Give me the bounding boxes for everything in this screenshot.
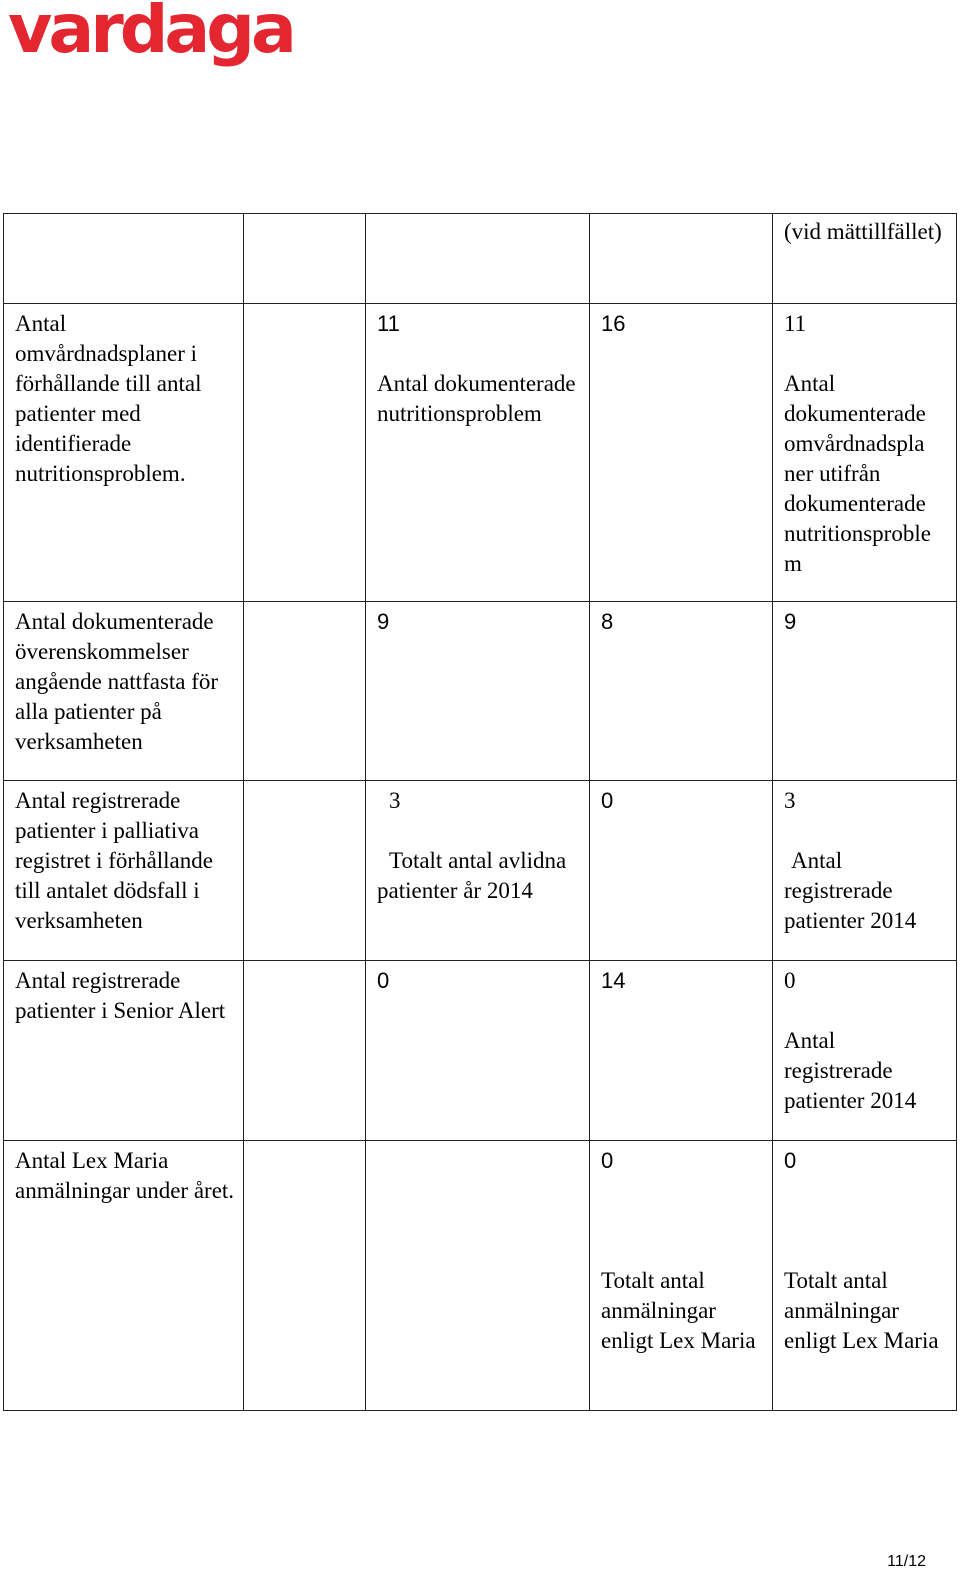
value-cell xyxy=(590,961,773,1141)
row-label-cell xyxy=(4,602,244,781)
value-cell xyxy=(366,1141,590,1411)
row-note: Totalt antal anmälningar enligt Lex Maria xyxy=(601,1268,756,1353)
row-value: 0 xyxy=(784,1148,797,1173)
value-cell xyxy=(773,1141,957,1411)
row-note: Antal registrerade patienter 2014 xyxy=(784,848,917,933)
row-label: Antal registrerade patienter i palliativa registret i förhållande till antalet dödsfall i verksamheten xyxy=(15,788,213,933)
row-value: 8 xyxy=(601,609,614,634)
header-note: (vid mättillfället) xyxy=(784,219,942,244)
empty-cell xyxy=(244,961,366,1141)
value-cell xyxy=(366,304,590,602)
row-note: Totalt antal avlidna patienter år 2014 xyxy=(377,848,567,903)
quality-indicators-table xyxy=(3,213,957,1411)
logo-wordmark: vardaga xyxy=(8,2,293,69)
empty-cell xyxy=(244,1141,366,1411)
row-note: Antal dokumenterade omvårdnadspla ner utifrån dokumenterade nutritionsproble m xyxy=(784,371,931,576)
value-cell xyxy=(590,1141,773,1411)
row-label: Antal Lex Maria anmälningar under året. xyxy=(15,1148,235,1203)
row-label-cell xyxy=(4,1141,244,1411)
empty-cell xyxy=(244,602,366,781)
page-number: 11/12 xyxy=(887,1553,926,1570)
row-value: 0 xyxy=(784,968,796,993)
table-row xyxy=(4,781,957,961)
row-label: Antal registrerade patienter i Senior Alert xyxy=(15,968,226,1023)
table-row xyxy=(4,304,957,602)
row-value: 0 xyxy=(601,1148,614,1173)
vardaga-logo xyxy=(8,2,304,82)
row-value: 11 xyxy=(784,311,807,336)
row-value: 0 xyxy=(601,788,614,813)
row-label: Antal dokumenterade överenskommelser angående nattfasta för alla patienter på verksamheten xyxy=(15,609,219,754)
row-value: 14 xyxy=(601,968,626,993)
row-value: 9 xyxy=(784,609,797,634)
row-note: Totalt antal anmälningar enligt Lex Maria xyxy=(784,1268,939,1353)
value-cell xyxy=(590,781,773,961)
value-cell xyxy=(366,781,590,961)
table-header-row xyxy=(4,214,957,304)
table-row xyxy=(4,1141,957,1411)
row-label: Antal omvårdnadsplaner i förhållande till antal patienter med identifierade nutritionsproblem. xyxy=(15,311,202,486)
row-value: 11 xyxy=(377,311,400,336)
empty-cell xyxy=(244,304,366,602)
value-cell xyxy=(590,602,773,781)
row-value: 3 xyxy=(784,788,796,813)
value-cell xyxy=(773,781,957,961)
table-row xyxy=(4,602,957,781)
row-label-cell xyxy=(4,961,244,1141)
value-cell xyxy=(773,304,957,602)
vardaga-logo-mark xyxy=(8,2,304,82)
value-cell xyxy=(590,304,773,602)
row-note: Antal dokumenterade nutritionsproblem xyxy=(377,371,576,426)
header-cell-1 xyxy=(4,214,244,304)
value-cell xyxy=(366,602,590,781)
empty-cell xyxy=(244,781,366,961)
header-cell-3 xyxy=(366,214,590,304)
row-value: 0 xyxy=(377,968,390,993)
value-cell xyxy=(773,961,957,1141)
row-label-cell xyxy=(4,304,244,602)
header-cell-2 xyxy=(244,214,366,304)
row-value: 9 xyxy=(377,609,390,634)
header-cell-5 xyxy=(773,214,957,304)
table-row xyxy=(4,961,957,1141)
row-note: Antal registrerade patienter 2014 xyxy=(784,1028,917,1113)
value-cell xyxy=(366,961,590,1141)
row-value: 16 xyxy=(601,311,626,336)
value-cell xyxy=(773,602,957,781)
header-cell-4 xyxy=(590,214,773,304)
row-label-cell xyxy=(4,781,244,961)
row-value: 3 xyxy=(389,788,401,813)
